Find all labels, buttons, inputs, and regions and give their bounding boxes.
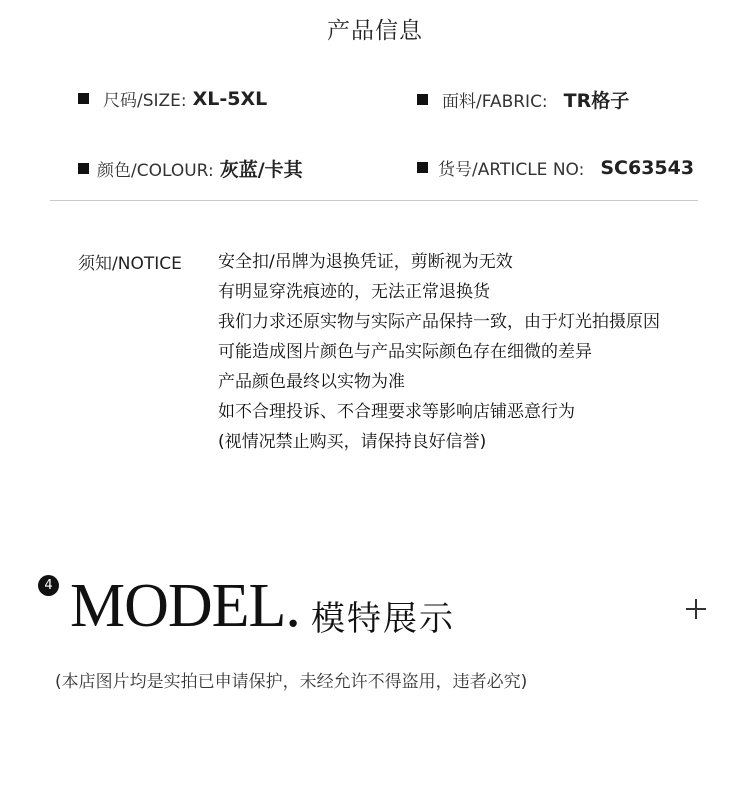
divider (50, 200, 698, 201)
spec-size (78, 86, 267, 111)
notice-line: (视情况禁止购买，请保持良好信誉) (218, 432, 487, 452)
spec-label: 尺码/SIZE: (103, 91, 187, 111)
section-number-badge: 4 (38, 575, 59, 596)
spec-value: SC63543 (600, 156, 695, 179)
spec-article-no (417, 155, 694, 180)
square-bullet-icon (417, 94, 428, 105)
notice-label: 须知/NOTICE (78, 254, 182, 274)
spec-value: 灰蓝/卡其 (219, 159, 303, 181)
spec-colour (78, 155, 303, 182)
notice-list (218, 247, 660, 457)
notice-line: 有明显穿洗痕迹的，无法正常退换货 (218, 282, 490, 302)
plus-icon[interactable] (686, 599, 706, 619)
spec-label: 面料/FABRIC: (442, 92, 548, 112)
spec-label: 颜色/COLOUR: (97, 161, 214, 181)
section-title: 产品信息 (327, 18, 423, 44)
spec-value: TR格子 (563, 90, 630, 112)
notice-line: 可能造成图片颜色与产品实际颜色存在细微的差异 (218, 342, 592, 362)
model-title-cn: 模特展示 (311, 599, 455, 639)
notice-line: 我们力求还原实物与实际产品保持一致，由于灯光拍摄原因 (218, 312, 660, 332)
square-bullet-icon (78, 93, 89, 104)
copyright-disclaimer: (本店图片均是实拍已申请保护，未经允许不得盗用，违者必究) (55, 672, 528, 692)
notice-line: 如不合理投诉、不合理要求等影响店铺恶意行为 (218, 402, 575, 422)
spec-value: XL-5XL (192, 87, 268, 110)
spec-label: 货号/ARTICLE NO: (438, 160, 585, 180)
notice-line: 安全扣/吊牌为退换凭证，剪断视为无效 (218, 252, 513, 272)
square-bullet-icon (417, 162, 428, 173)
square-bullet-icon (78, 163, 89, 174)
model-title-en: MODEL. (70, 572, 300, 640)
notice-line: 产品颜色最终以实物为准 (218, 372, 405, 392)
spec-fabric (417, 86, 629, 113)
